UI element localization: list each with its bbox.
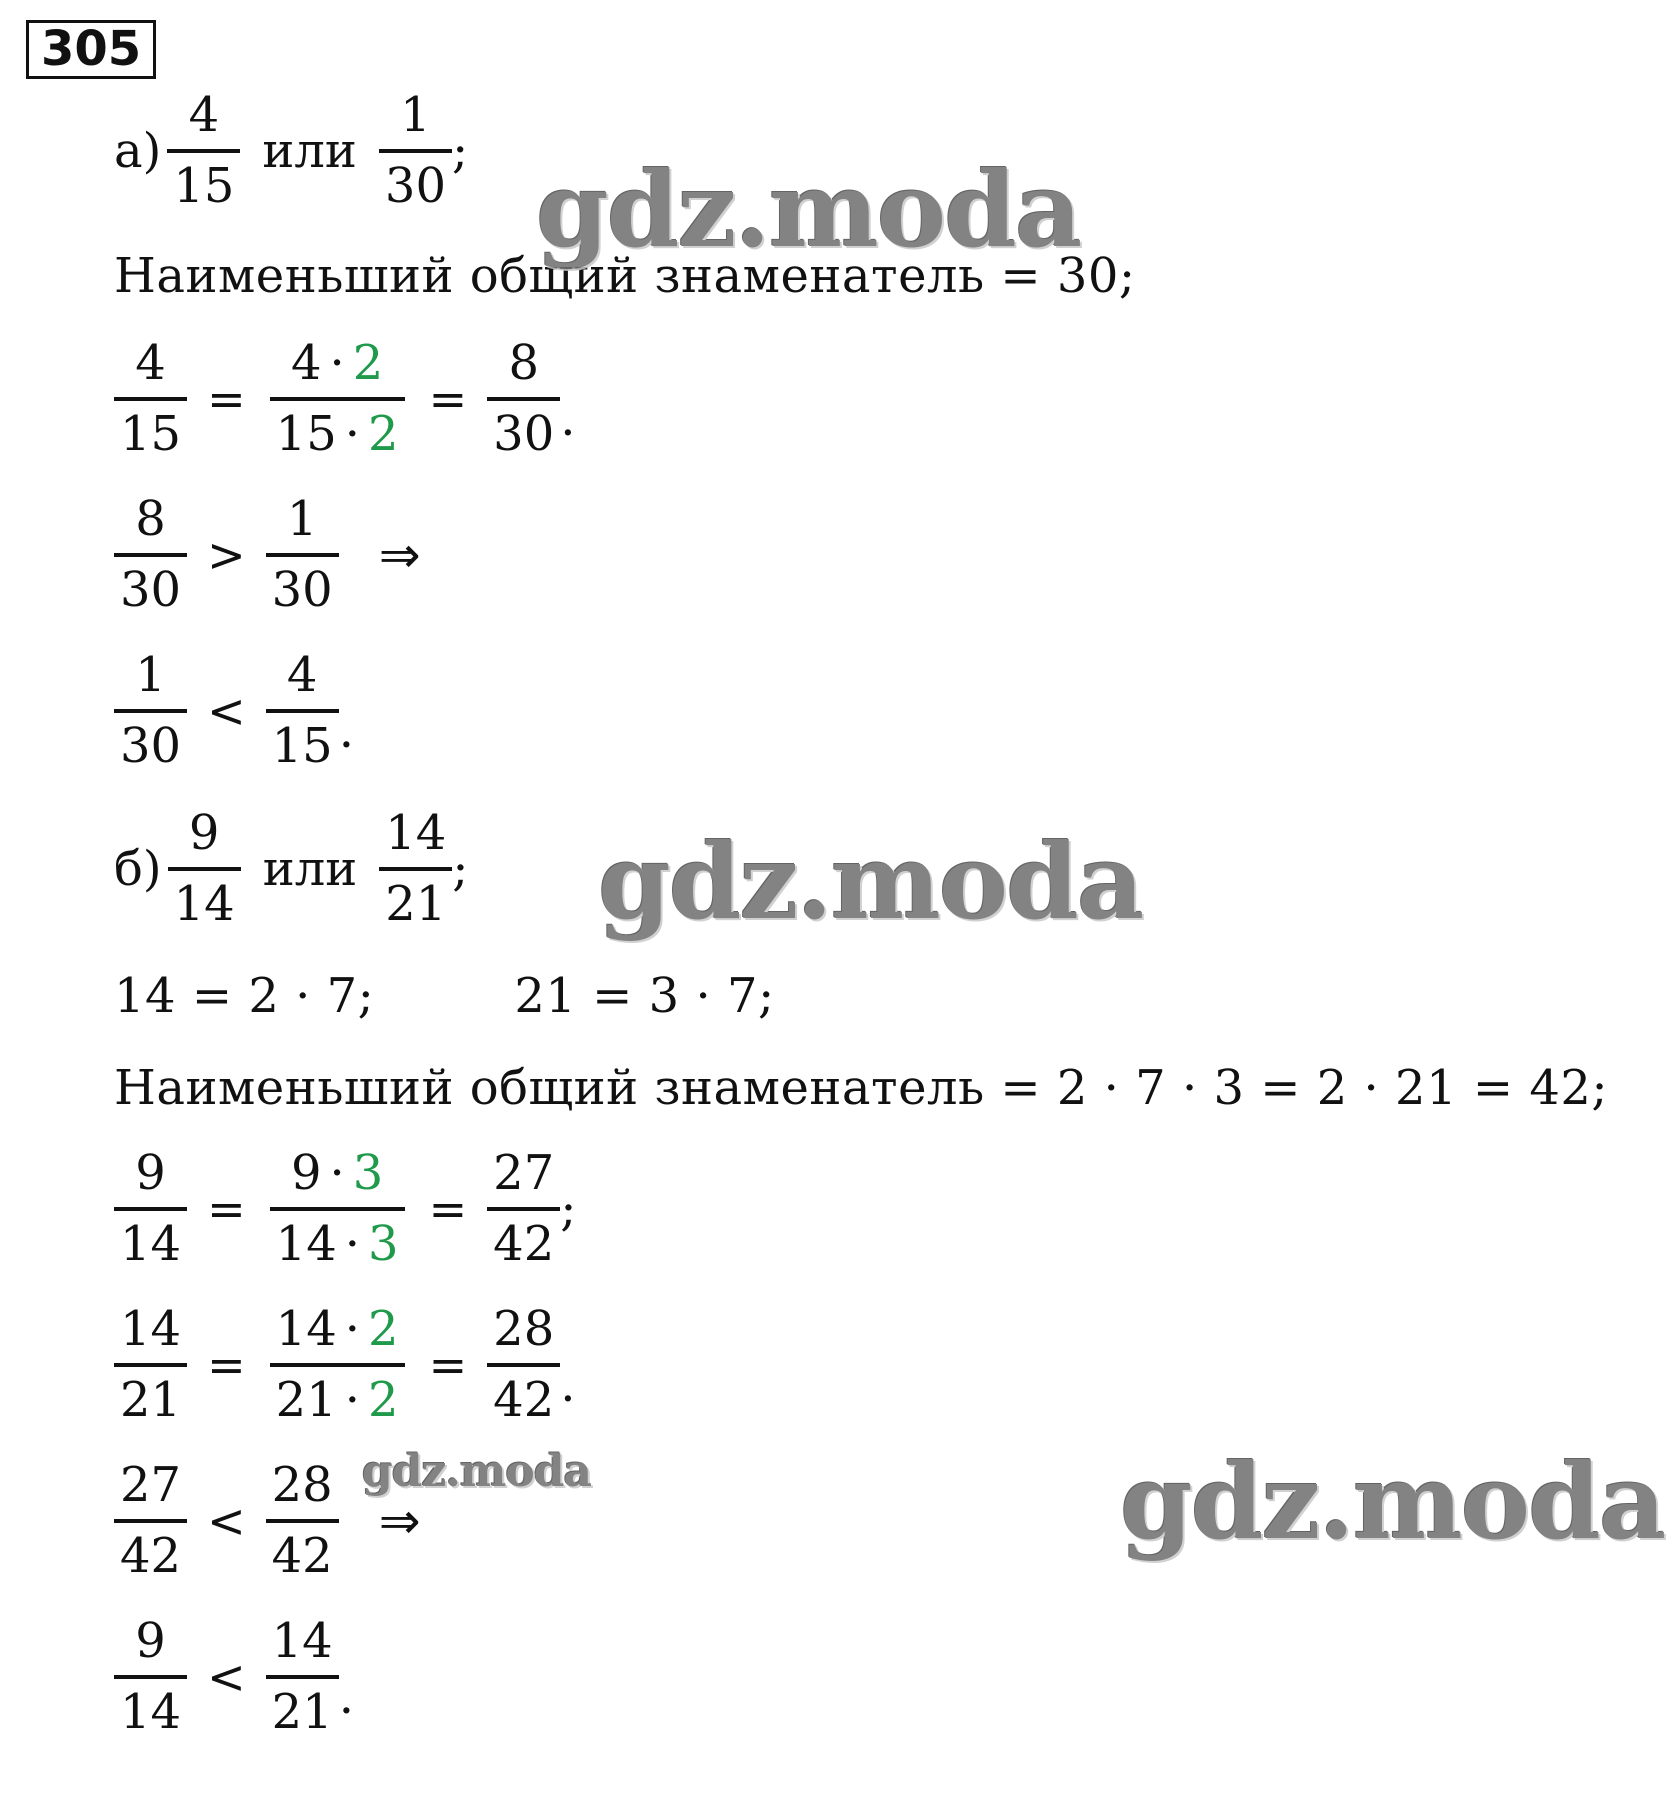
fraction [379, 806, 452, 932]
part-b-label: б) [114, 841, 162, 898]
part-a-expansion [114, 336, 576, 462]
numerator: 8 [508, 335, 539, 391]
factorization-21: 21 = 3 · 7; [514, 968, 775, 1024]
denominator: 30 [114, 553, 187, 618]
fraction [487, 336, 560, 462]
denominator: 30 [114, 709, 187, 774]
denominator: 21 [266, 1675, 339, 1740]
fraction [114, 336, 187, 462]
denominator: 30 [266, 553, 339, 618]
fraction [266, 492, 339, 618]
part-b-lcd-text: Наименьший общий знаменатель = 2 · 7 · 3 = 2 · 21 = 42; [114, 1060, 1609, 1116]
fraction [114, 1302, 187, 1428]
watermark: gdz.moda [598, 820, 1143, 943]
denominator [270, 1363, 405, 1428]
implies-arrow: ⇒ [378, 526, 421, 585]
fraction [266, 1614, 339, 1740]
punctuation: . [338, 703, 354, 760]
punctuation: . [338, 1669, 354, 1726]
denominator: 21 [379, 867, 452, 932]
denominator: 14 [168, 867, 241, 932]
fraction [114, 1146, 187, 1272]
denominator: 21 [114, 1363, 187, 1428]
task-number-box: 305 [26, 20, 156, 79]
connector-word: или [262, 123, 357, 180]
greater-than-sign: > [207, 528, 246, 583]
watermark: gdz.moda [536, 148, 1081, 271]
less-than-sign: < [207, 684, 246, 739]
numerator: 9 [135, 1145, 166, 1201]
fraction [379, 88, 452, 214]
fraction [266, 1458, 339, 1584]
numerator: 9 [188, 805, 220, 861]
base-value: 4 [290, 335, 322, 391]
part-a-result [114, 648, 354, 774]
part-b-expansion-1 [114, 1146, 576, 1272]
base-value: 14 [275, 1301, 337, 1357]
equals-sign: = [428, 372, 468, 427]
multiply-dot: · [329, 1145, 345, 1201]
numerator: 1 [286, 491, 318, 547]
multiplier: 3 [352, 1145, 384, 1201]
numerator: 14 [385, 805, 447, 861]
denominator [270, 397, 405, 462]
less-than-sign: < [207, 1650, 246, 1705]
numerator: 28 [271, 1457, 333, 1513]
equals-sign: = [428, 1182, 468, 1237]
part-b-factorization [114, 968, 775, 1024]
fraction [487, 1146, 560, 1272]
expanded-fraction [266, 336, 409, 462]
base-value: 15 [275, 406, 337, 463]
fraction [167, 88, 240, 214]
base-value: 21 [275, 1372, 337, 1429]
numerator: 27 [493, 1145, 555, 1201]
punctuation: ; [560, 1181, 577, 1238]
fraction [487, 1302, 560, 1428]
numerator [270, 1302, 405, 1363]
denominator: 15 [114, 397, 187, 462]
multiplier: 2 [368, 406, 399, 463]
denominator: 15 [167, 149, 240, 214]
punctuation: ; [451, 123, 469, 180]
denominator: 30 [487, 397, 560, 462]
multiplier: 2 [368, 1372, 399, 1429]
denominator: 14 [114, 1207, 187, 1272]
fraction [266, 648, 339, 774]
numerator: 1 [135, 647, 166, 703]
factorization-14: 14 = 2 · 7; [114, 968, 375, 1024]
numerator: 28 [493, 1301, 555, 1357]
base-value: 14 [275, 1216, 337, 1273]
numerator: 1 [400, 87, 431, 143]
equals-sign: = [207, 372, 246, 427]
watermark: gdz.moda [362, 1446, 592, 1497]
numerator: 27 [120, 1457, 182, 1513]
fraction [168, 806, 241, 932]
implies-arrow: ⇒ [378, 1492, 421, 1551]
numerator [285, 1146, 389, 1207]
numerator: 9 [135, 1613, 166, 1669]
equals-sign: = [207, 1182, 246, 1237]
numerator: 4 [135, 335, 166, 391]
part-b-header [114, 806, 468, 932]
fraction [114, 1458, 187, 1584]
denominator: 14 [114, 1675, 187, 1740]
part-a-header [114, 88, 468, 214]
part-a-lcd-text: Наименьший общий знаменатель = 30; [114, 248, 1136, 304]
expanded-fraction [266, 1302, 409, 1428]
multiplier: 2 [368, 1301, 399, 1357]
punctuation: . [560, 1357, 576, 1414]
denominator: 42 [114, 1519, 187, 1584]
numerator: 4 [286, 647, 318, 703]
punctuation: . [560, 391, 576, 448]
part-b-result [114, 1614, 354, 1740]
punctuation: ; [452, 841, 469, 898]
part-a-label: а) [114, 123, 162, 180]
multiply-dot: · [329, 335, 345, 391]
numerator: 8 [135, 491, 166, 547]
multiplier: 2 [352, 335, 384, 391]
denominator [270, 1207, 405, 1272]
fraction [114, 648, 187, 774]
fraction [114, 492, 187, 618]
multiply-dot: · [344, 1216, 361, 1273]
denominator: 15 [266, 709, 339, 774]
numerator [285, 336, 389, 397]
multiplier: 3 [368, 1216, 399, 1273]
equals-sign: = [428, 1338, 468, 1393]
numerator: 4 [188, 87, 220, 143]
denominator: 42 [487, 1363, 560, 1428]
watermark: gdz.moda [1120, 1440, 1665, 1563]
expanded-fraction [266, 1146, 409, 1272]
multiply-dot: · [344, 1372, 361, 1429]
part-a-comparison [114, 492, 421, 618]
connector-word: или [262, 841, 358, 898]
multiply-dot: · [344, 1301, 361, 1357]
part-b-expansion-2 [114, 1302, 576, 1428]
numerator: 14 [271, 1613, 333, 1669]
denominator: 42 [487, 1207, 560, 1272]
base-value: 9 [290, 1145, 322, 1201]
numerator: 14 [120, 1301, 182, 1357]
less-than-sign: < [207, 1494, 246, 1549]
denominator: 42 [266, 1519, 339, 1584]
fraction [114, 1614, 187, 1740]
equals-sign: = [207, 1338, 246, 1393]
denominator: 30 [379, 149, 452, 214]
multiply-dot: · [344, 406, 361, 463]
